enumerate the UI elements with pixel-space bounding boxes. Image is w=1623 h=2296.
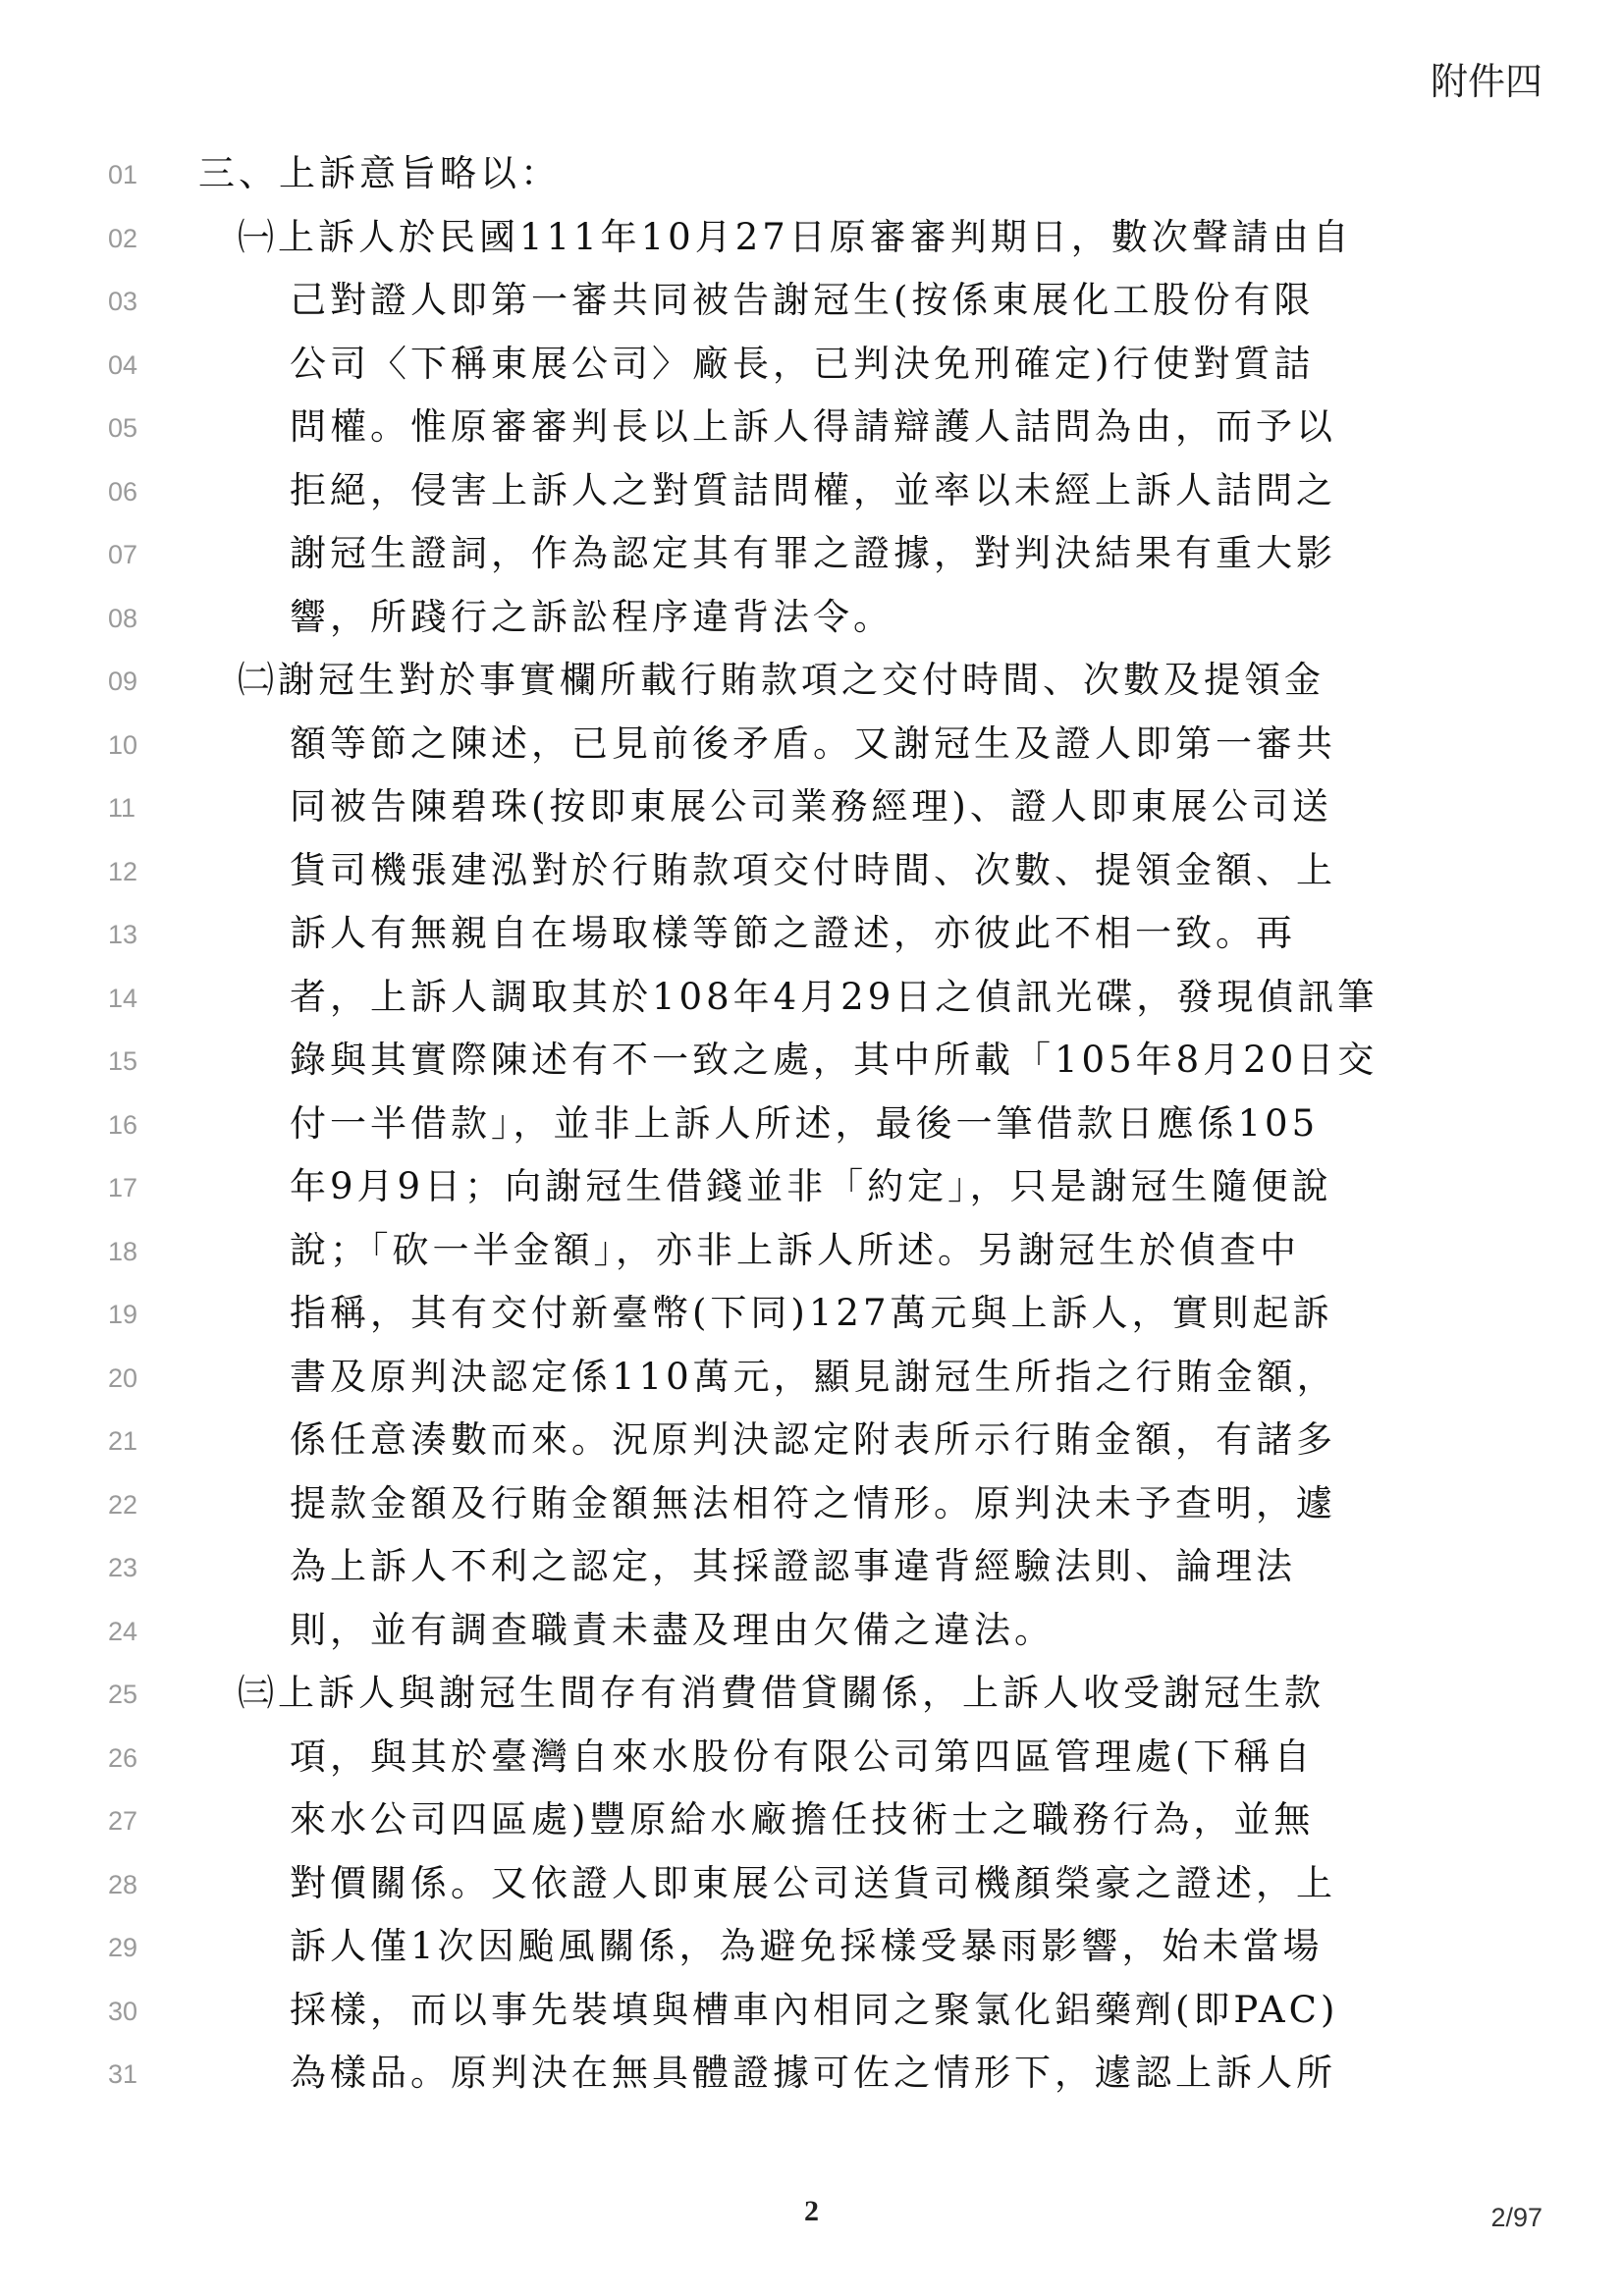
line-number: 24 [108, 1616, 138, 1646]
line-row [0, 719, 1623, 782]
line-number: 08 [108, 603, 138, 633]
line-text: 錄與其實際陳述有不一致之處，其中所載「105年8月20日交 [290, 1039, 1379, 1081]
line-number: 05 [108, 413, 138, 443]
line-row [0, 592, 1623, 656]
line-row [0, 275, 1623, 339]
attachment-label: 附件四 [1430, 60, 1542, 103]
line-number: 15 [108, 1046, 138, 1076]
line-number: 18 [108, 1236, 138, 1266]
line-text: 年9月9日；向謝冠生借錢並非「約定」，只是謝冠生隨便說 [290, 1165, 1332, 1207]
line-row [0, 972, 1623, 1036]
line-row [0, 1478, 1623, 1542]
line-row [0, 1985, 1623, 2049]
line-text: 響，所踐行之訴訟程序違背法令。 [290, 595, 893, 638]
line-row [0, 1352, 1623, 1415]
line-number: 03 [108, 287, 138, 316]
line-number: 21 [108, 1426, 138, 1456]
line-row [0, 845, 1623, 909]
line-number: 17 [108, 1173, 138, 1202]
line-text: 對價關係。又依證人即東展公司送貨司機顏榮豪之證述，上 [290, 1861, 1336, 1904]
line-row [0, 1288, 1623, 1352]
line-text: 來水公司四區處)豐原給水廠擔任技術士之職務行為，並無 [290, 1798, 1315, 1841]
line-text: 公司〈下稱東展公司〉廠長，已判決免刑確定)行使對質詰 [290, 342, 1315, 385]
page-count: 2/97 [1490, 2203, 1542, 2232]
line-text: 訴人僅1次因颱風關係，為避免採樣受暴雨影響，始未當場 [290, 1925, 1324, 1967]
line-row [0, 401, 1623, 465]
line-number: 01 [108, 160, 138, 189]
line-text: 係任意湊數而來。況原判決認定附表所示行賄金額，有諸多 [290, 1418, 1336, 1461]
page-number: 2 [804, 2195, 819, 2227]
line-text: 說；「砍一半金額」，亦非上訴人所述。另謝冠生於偵查中 [290, 1228, 1300, 1271]
line-row [0, 1858, 1623, 1922]
line-row [0, 148, 1623, 212]
line-row [0, 339, 1623, 402]
line-row [0, 1415, 1623, 1478]
line-text: 指稱，其有交付新臺幣(下同)127萬元與上訴人，實則起訴 [290, 1292, 1333, 1334]
line-text: 己對證人即第一審共同被告謝冠生(按係東展化工股份有限 [290, 279, 1315, 321]
line-number: 26 [108, 1742, 138, 1773]
line-number: 19 [108, 1300, 138, 1329]
line-text: 為樣品。原判決在無具體證據可佐之情形下，遽認上訴人所 [290, 2052, 1336, 2094]
line-number: 25 [108, 1680, 138, 1709]
line-number: 06 [108, 476, 138, 507]
line-text: 拒絕，侵害上訴人之對質詰問權，並率以未經上訴人詰問之 [290, 468, 1336, 511]
line-number: 16 [108, 1109, 138, 1140]
line-text: ㈢上訴人與謝冠生間存有消費借貸關係，上訴人收受謝冠生款 [238, 1672, 1325, 1714]
line-number: 10 [108, 729, 138, 760]
line-row [0, 1668, 1623, 1732]
line-row [0, 1732, 1623, 1795]
line-text: 付一半借款」，並非上訴人所述，最後一筆借款日應係105 [290, 1101, 1320, 1145]
line-text: 額等節之陳述，已見前後矛盾。又謝冠生及證人即第一審共 [290, 721, 1336, 765]
line-number: 04 [108, 349, 138, 380]
line-text: 者，上訴人調取其於108年4月29日之偵訊光碟，發現偵訊筆 [290, 975, 1379, 1018]
line-row [0, 465, 1623, 529]
line-number: 28 [108, 1869, 138, 1899]
line-text: 採樣，而以事先裝填與槽車內相同之聚氯化鋁藥劑(即PAC) [290, 1988, 1339, 2031]
line-number: 07 [108, 540, 138, 569]
line-text: 謝冠生證詞，作為認定其有罪之證據，對判決結果有重大影 [290, 532, 1336, 574]
line-row [0, 1541, 1623, 1605]
line-number: 22 [108, 1489, 138, 1520]
line-row [0, 1794, 1623, 1858]
line-row [0, 1921, 1623, 1985]
line-row [0, 212, 1623, 276]
line-number: 11 [108, 793, 136, 823]
line-number: 29 [108, 1933, 138, 1962]
line-number: 23 [108, 1553, 138, 1582]
line-number: 30 [108, 1996, 138, 2026]
line-text: 同被告陳碧珠(按即東展公司業務經理)、證人即東展公司送 [290, 785, 1332, 828]
line-number: 27 [108, 1806, 138, 1836]
line-text: 問權。惟原審審判長以上訴人得請辯護人詰問為由，而予以 [290, 405, 1336, 448]
line-text: 項，與其於臺灣自來水股份有限公司第四區管理處(下稱自 [290, 1735, 1315, 1778]
line-text: ㈡謝冠生對於事實欄所載行賄款項之交付時間、次數及提領金 [238, 659, 1325, 701]
line-text: ㈠上訴人於民國111年10月27日原審審判期日，數次聲請由自 [238, 215, 1353, 258]
line-row [0, 528, 1623, 592]
line-text: 訴人有無親自在場取樣等節之證述，亦彼此不相一致。再 [290, 912, 1296, 954]
line-text: 書及原判決認定係110萬元，顯見謝冠生所指之行賄金額， [290, 1355, 1337, 1398]
line-number: 09 [108, 667, 138, 696]
line-text: 提款金額及行賄金額無法相符之情形。原判決未予查明，遽 [290, 1481, 1336, 1524]
line-number: 12 [108, 856, 138, 886]
line-row [0, 1225, 1623, 1289]
line-number: 13 [108, 920, 138, 949]
line-row [0, 2048, 1623, 2111]
line-row [0, 1035, 1623, 1098]
line-row [0, 1605, 1623, 1669]
line-number: 14 [108, 983, 138, 1013]
line-text: 貨司機張建泓對於行賄款項交付時間、次數、提領金額、上 [290, 848, 1336, 891]
line-number: 02 [108, 223, 138, 253]
line-row [0, 908, 1623, 972]
line-text: 為上訴人不利之認定，其採證認事違背經驗法則、論理法 [290, 1545, 1296, 1587]
line-number: 20 [108, 1362, 138, 1393]
line-row [0, 1161, 1623, 1225]
line-row [0, 655, 1623, 719]
line-text: 三、上訴意旨略以： [198, 152, 561, 194]
line-text: 則，並有調查職責未盡及理由欠備之違法。 [290, 1608, 1055, 1651]
line-row [0, 1098, 1623, 1162]
line-row [0, 781, 1623, 845]
line-number: 31 [108, 2059, 138, 2089]
numbered-lines [0, 148, 1623, 2111]
